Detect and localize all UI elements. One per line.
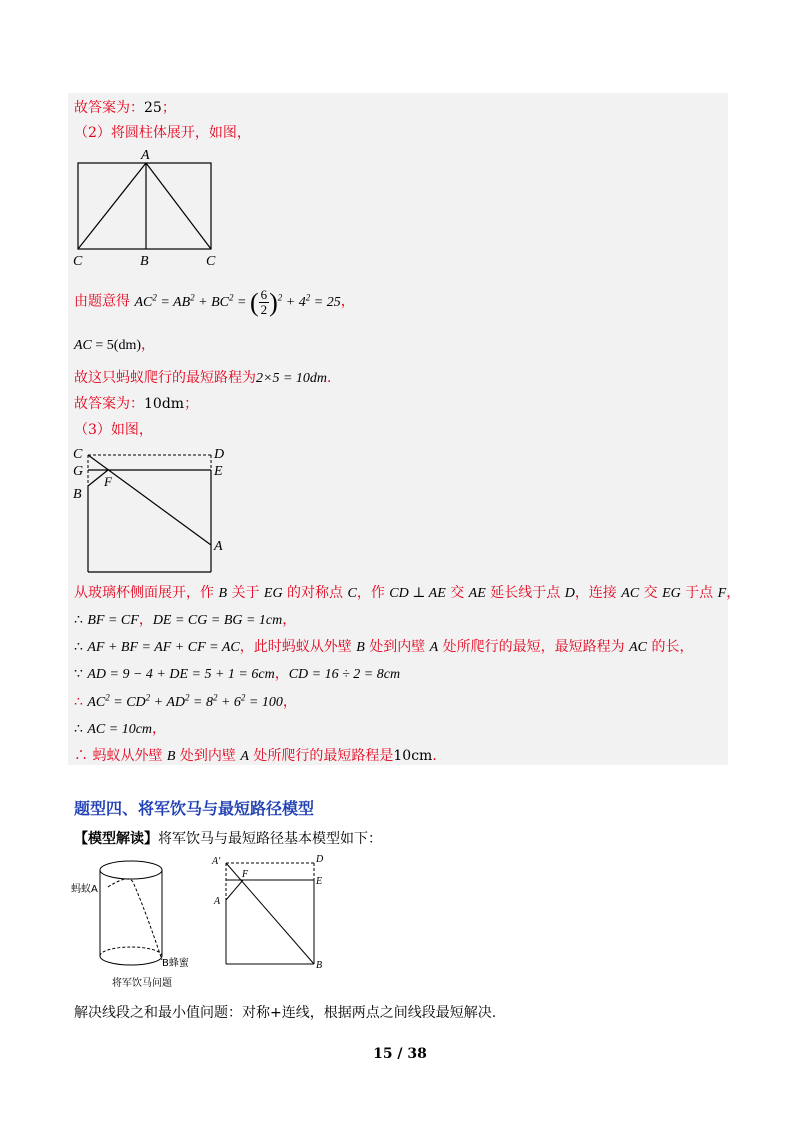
eq2-lhs: AC	[74, 338, 92, 353]
model-intro	[74, 828, 382, 848]
short-prefix: 故这只蚂蚁爬行的最短路程为	[74, 370, 256, 386]
l5-m1: AC	[87, 695, 106, 710]
short-expr: 2×5 = 10dm	[256, 371, 328, 386]
l1-t5: 交	[445, 585, 469, 601]
l3-m1: AF + BF = AF + CF = AC	[87, 640, 240, 655]
answer2-value: 10dm	[144, 396, 185, 412]
page-number: 15 / 38	[373, 1046, 427, 1062]
answer2-suffix: ；	[184, 396, 199, 412]
eq1-math: $AC^2 = AB^2 + BC^2$ = ( $\frac{6}{2}$ )$^2 + 4^2 = 25$	[134, 287, 341, 317]
label-D: D	[316, 854, 324, 865]
l1-F: F	[717, 586, 727, 601]
l7-t3: 处所爬行的最短路程是	[248, 748, 394, 764]
reasoning-line-3	[74, 638, 693, 657]
eq2-suffix: ，	[141, 337, 155, 353]
l5-m3: + AD	[150, 695, 186, 710]
label-F: F	[104, 474, 112, 489]
eq1-result: = 25	[310, 294, 341, 310]
l5-math: $AC^2 = CD^2 + AD^2 = 8^2 + 6^2 = 100$	[87, 692, 283, 710]
l4-m2: CD = 16 ÷ 2 = 8cm	[288, 667, 401, 682]
l1-t2: 关于	[227, 585, 264, 601]
short-suffix: ．	[327, 370, 342, 386]
l3-t1: ，此时蚂蚁从外壁	[239, 639, 357, 655]
label-B: B	[140, 254, 149, 269]
equation-line-1	[74, 288, 355, 317]
cylinder-figure	[68, 852, 208, 992]
l1-t3: 的对称点	[282, 585, 348, 601]
l1-EG2: EG	[662, 586, 681, 601]
l1-C: C	[347, 586, 357, 601]
label-B: B	[73, 487, 82, 502]
l3-AC: AC	[629, 640, 648, 655]
l1-B: B	[218, 586, 228, 601]
label-C-left: C	[73, 254, 83, 269]
l5-m5: + 6	[217, 695, 241, 710]
step-2-line	[74, 124, 251, 142]
unrolled-cylinder-figure	[68, 145, 228, 270]
eq1-mid2: + BC	[194, 294, 229, 310]
l3-B: B	[356, 640, 365, 655]
l3-t4: 的长，	[647, 639, 694, 655]
shortest-path-line	[74, 369, 341, 388]
l2-m1: BF = CF	[87, 613, 139, 628]
l3-pre: ∴	[74, 639, 88, 655]
eq1-lhs: AC	[134, 294, 153, 310]
l1-t4: ，作	[356, 585, 390, 601]
summary-text: 解决线段之和最小值问题：对称+连线，根据两点之间线段最短解决.	[74, 1005, 497, 1021]
reasoning-line-5	[74, 693, 297, 712]
l6-pre: ∴	[74, 721, 88, 737]
l4-sep: ，	[274, 666, 289, 682]
l3-t3: 处所爬行的最短，最短路程为	[438, 639, 630, 655]
general-model-figure	[210, 850, 335, 970]
l2-pre: ∴	[74, 612, 88, 628]
label-E: E	[214, 464, 223, 479]
step-3-text: （3）如图，	[74, 422, 153, 438]
l6-suffix: ，	[152, 721, 167, 737]
frac-num: 6	[260, 287, 268, 302]
l7-A: A	[240, 749, 249, 764]
l1-t9: 于点	[680, 585, 718, 601]
model-text: 将军饮马与最短路径基本模型如下：	[158, 831, 382, 847]
glass-unrolled-figure	[68, 442, 238, 577]
answer-line-1	[74, 99, 176, 117]
answer2-prefix: 故答案为：	[74, 396, 144, 412]
eq2-rhs: = 5(dm)	[91, 338, 141, 353]
l1-t10: ，	[726, 585, 741, 601]
answer-value: 25	[144, 100, 162, 116]
eq1-suffix: ，	[340, 293, 355, 310]
equation-line-2	[74, 336, 155, 355]
l1-AE: AE	[468, 586, 486, 601]
l5-suffix: ，	[282, 694, 297, 710]
label-A: A	[214, 539, 223, 554]
label-A-prime: A'	[212, 856, 221, 867]
l5-m4: = 8	[189, 695, 213, 710]
answer-line-2	[74, 395, 198, 413]
reasoning-line-6	[74, 720, 166, 739]
l6-m1: AC = 10cm	[87, 722, 153, 737]
l4-pre: ∵	[74, 666, 88, 682]
label-C: C	[73, 447, 83, 462]
l1-t1: 从玻璃杯侧面展开，作	[74, 585, 219, 601]
reasoning-line-2	[74, 611, 296, 630]
l2-suffix: ，	[282, 612, 297, 628]
label-C-right: C	[206, 254, 216, 269]
fraction	[259, 288, 270, 317]
label-E: E	[316, 876, 323, 887]
l3-t2: 处到内壁	[364, 639, 430, 655]
label-D: D	[214, 447, 225, 462]
label-G: G	[73, 464, 84, 479]
eq1-plus: + 4	[282, 294, 306, 310]
label-F: F	[242, 869, 249, 880]
ant-label: 蚂蚁A	[71, 884, 98, 895]
reasoning-line-4	[74, 665, 400, 684]
eq1-mid1: = AB	[156, 294, 191, 310]
eq1-prefix: 由题意得	[74, 293, 130, 310]
l7-t2: 处到内壁	[175, 748, 241, 764]
l5-m2: = CD	[109, 695, 146, 710]
l1-EG: EG	[263, 586, 283, 601]
step-3-line	[74, 421, 153, 439]
step-2-text: （2）将圆柱体展开，如图，	[74, 125, 251, 141]
l3-A: A	[429, 640, 439, 655]
eq2-math	[74, 338, 141, 353]
l7-B: B	[166, 749, 176, 764]
l7-t1: 蚂蚁从外壁	[92, 748, 167, 764]
l7-pre: ∴	[74, 748, 93, 764]
label-A: A	[141, 148, 150, 163]
l7-suffix: ．	[432, 748, 447, 764]
l2-m2: DE = CG = BG = 1cm	[152, 613, 283, 628]
bee-label: B蜂蜜	[162, 958, 189, 969]
reasoning-line-7	[74, 747, 446, 766]
l1-perp: CD ⊥ AE	[389, 586, 446, 601]
l1-t8: 交	[639, 585, 663, 601]
label-B: B	[316, 960, 323, 970]
answer-suffix: ；	[161, 100, 176, 116]
frac-den: 2	[260, 302, 268, 317]
figure-caption: 将军饮马问题	[112, 978, 172, 989]
l1-t6: 延长线于点	[485, 585, 565, 601]
label-A: A	[214, 896, 221, 907]
l5-m6: = 100	[245, 695, 283, 710]
l1-D: D	[564, 586, 575, 601]
l1-AC: AC	[621, 586, 640, 601]
answer-prefix: 故答案为：	[74, 100, 144, 116]
l2-sep: ，	[138, 612, 153, 628]
eq1-mid3: =	[233, 294, 250, 310]
l5-pre: ∴	[74, 694, 88, 710]
l4-m1: AD = 9 − 4 + DE = 5 + 1 = 6cm	[87, 667, 275, 682]
l1-t7: ，连接	[574, 585, 622, 601]
section-title: 题型四、将军饮马与最短路径模型	[74, 799, 315, 818]
model-bracket: 【模型解读】	[74, 831, 158, 847]
reasoning-line-1	[74, 584, 740, 603]
l7-val: 10cm	[393, 748, 433, 764]
